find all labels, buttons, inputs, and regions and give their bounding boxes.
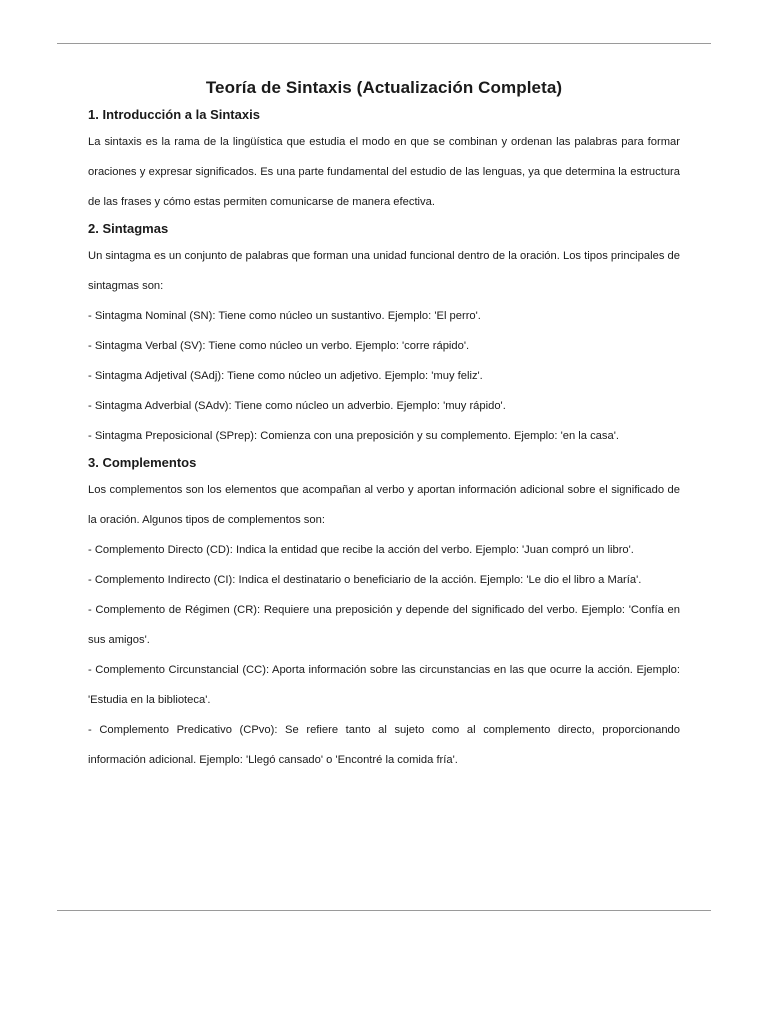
list-item: - Complemento Directo (CD): Indica la entidad que recibe la acción del verbo. Ejemplo: 'Juan compró un libro'. xyxy=(88,544,634,556)
section-paragraph: Un sintagma es un conjunto de palabras que forman una unidad funcional dentro de la oración. Los tipos principales de sintagmas son: xyxy=(88,250,680,292)
list-item: - Sintagma Adverbial (SAdv): Tiene como núcleo un adverbio. Ejemplo: 'muy rápido'. xyxy=(88,400,506,412)
list-item: - Complemento Indirecto (CI): Indica el destinatario o beneficiario de la acción. Ejemplo: 'Le dio el libro a María'. xyxy=(88,574,642,586)
section-heading: 1. Introducción a la Sintaxis xyxy=(88,107,260,122)
list-item: - Sintagma Nominal (SN): Tiene como núcleo un sustantivo. Ejemplo: 'El perro'. xyxy=(88,310,481,322)
header-rule xyxy=(57,43,711,44)
section-heading: 2. Sintagmas xyxy=(88,221,169,236)
section-complementos xyxy=(88,451,680,775)
list-item: - Complemento Predicativo (CPvo): Se refiere tanto al sujeto como al complemento directo, proporcionando información adicional. Ejemplo: 'Llegó cansado' o 'Encontré la comida fría'. xyxy=(88,724,680,766)
list-item: - Complemento Circunstancial (CC): Aporta información sobre las circunstancias en las que ocurre la acción. Ejemplo: 'Estudia en la biblioteca'. xyxy=(88,664,680,706)
section-paragraph: La sintaxis es la rama de la lingüística que estudia el modo en que se combinan y ordenan las palabras para formar oraciones y expresar significados. Es una parte fundamental del estudio de las lenguas, ya que determina la estructura de las frases y cómo estas permiten comunicarse de manera efectiva. xyxy=(88,136,680,208)
section-heading: 3. Complementos xyxy=(88,455,197,470)
list-item: - Sintagma Verbal (SV): Tiene como núcleo un verbo. Ejemplo: 'corre rápido'. xyxy=(88,340,470,352)
list-item: - Sintagma Preposicional (SPrep): Comienza con una preposición y su complemento. Ejemplo: 'en la casa'. xyxy=(88,430,619,442)
list-item: - Complemento de Régimen (CR): Requiere una preposición y depende del significado del verbo. Ejemplo: 'Confía en sus amigos'. xyxy=(88,604,680,646)
section-paragraph: Los complementos son los elementos que acompañan al verbo y aportan información adicional sobre el significado de la oración. Algunos tipos de complementos son: xyxy=(88,484,680,526)
document-title: Teoría de Sintaxis (Actualización Completa) xyxy=(205,78,563,97)
section-introduccion xyxy=(88,103,680,217)
document-body xyxy=(88,73,680,775)
section-sintagmas xyxy=(88,217,680,451)
footer-rule xyxy=(57,910,711,911)
list-item: - Sintagma Adjetival (SAdj): Tiene como núcleo un adjetivo. Ejemplo: 'muy feliz'. xyxy=(88,370,483,382)
